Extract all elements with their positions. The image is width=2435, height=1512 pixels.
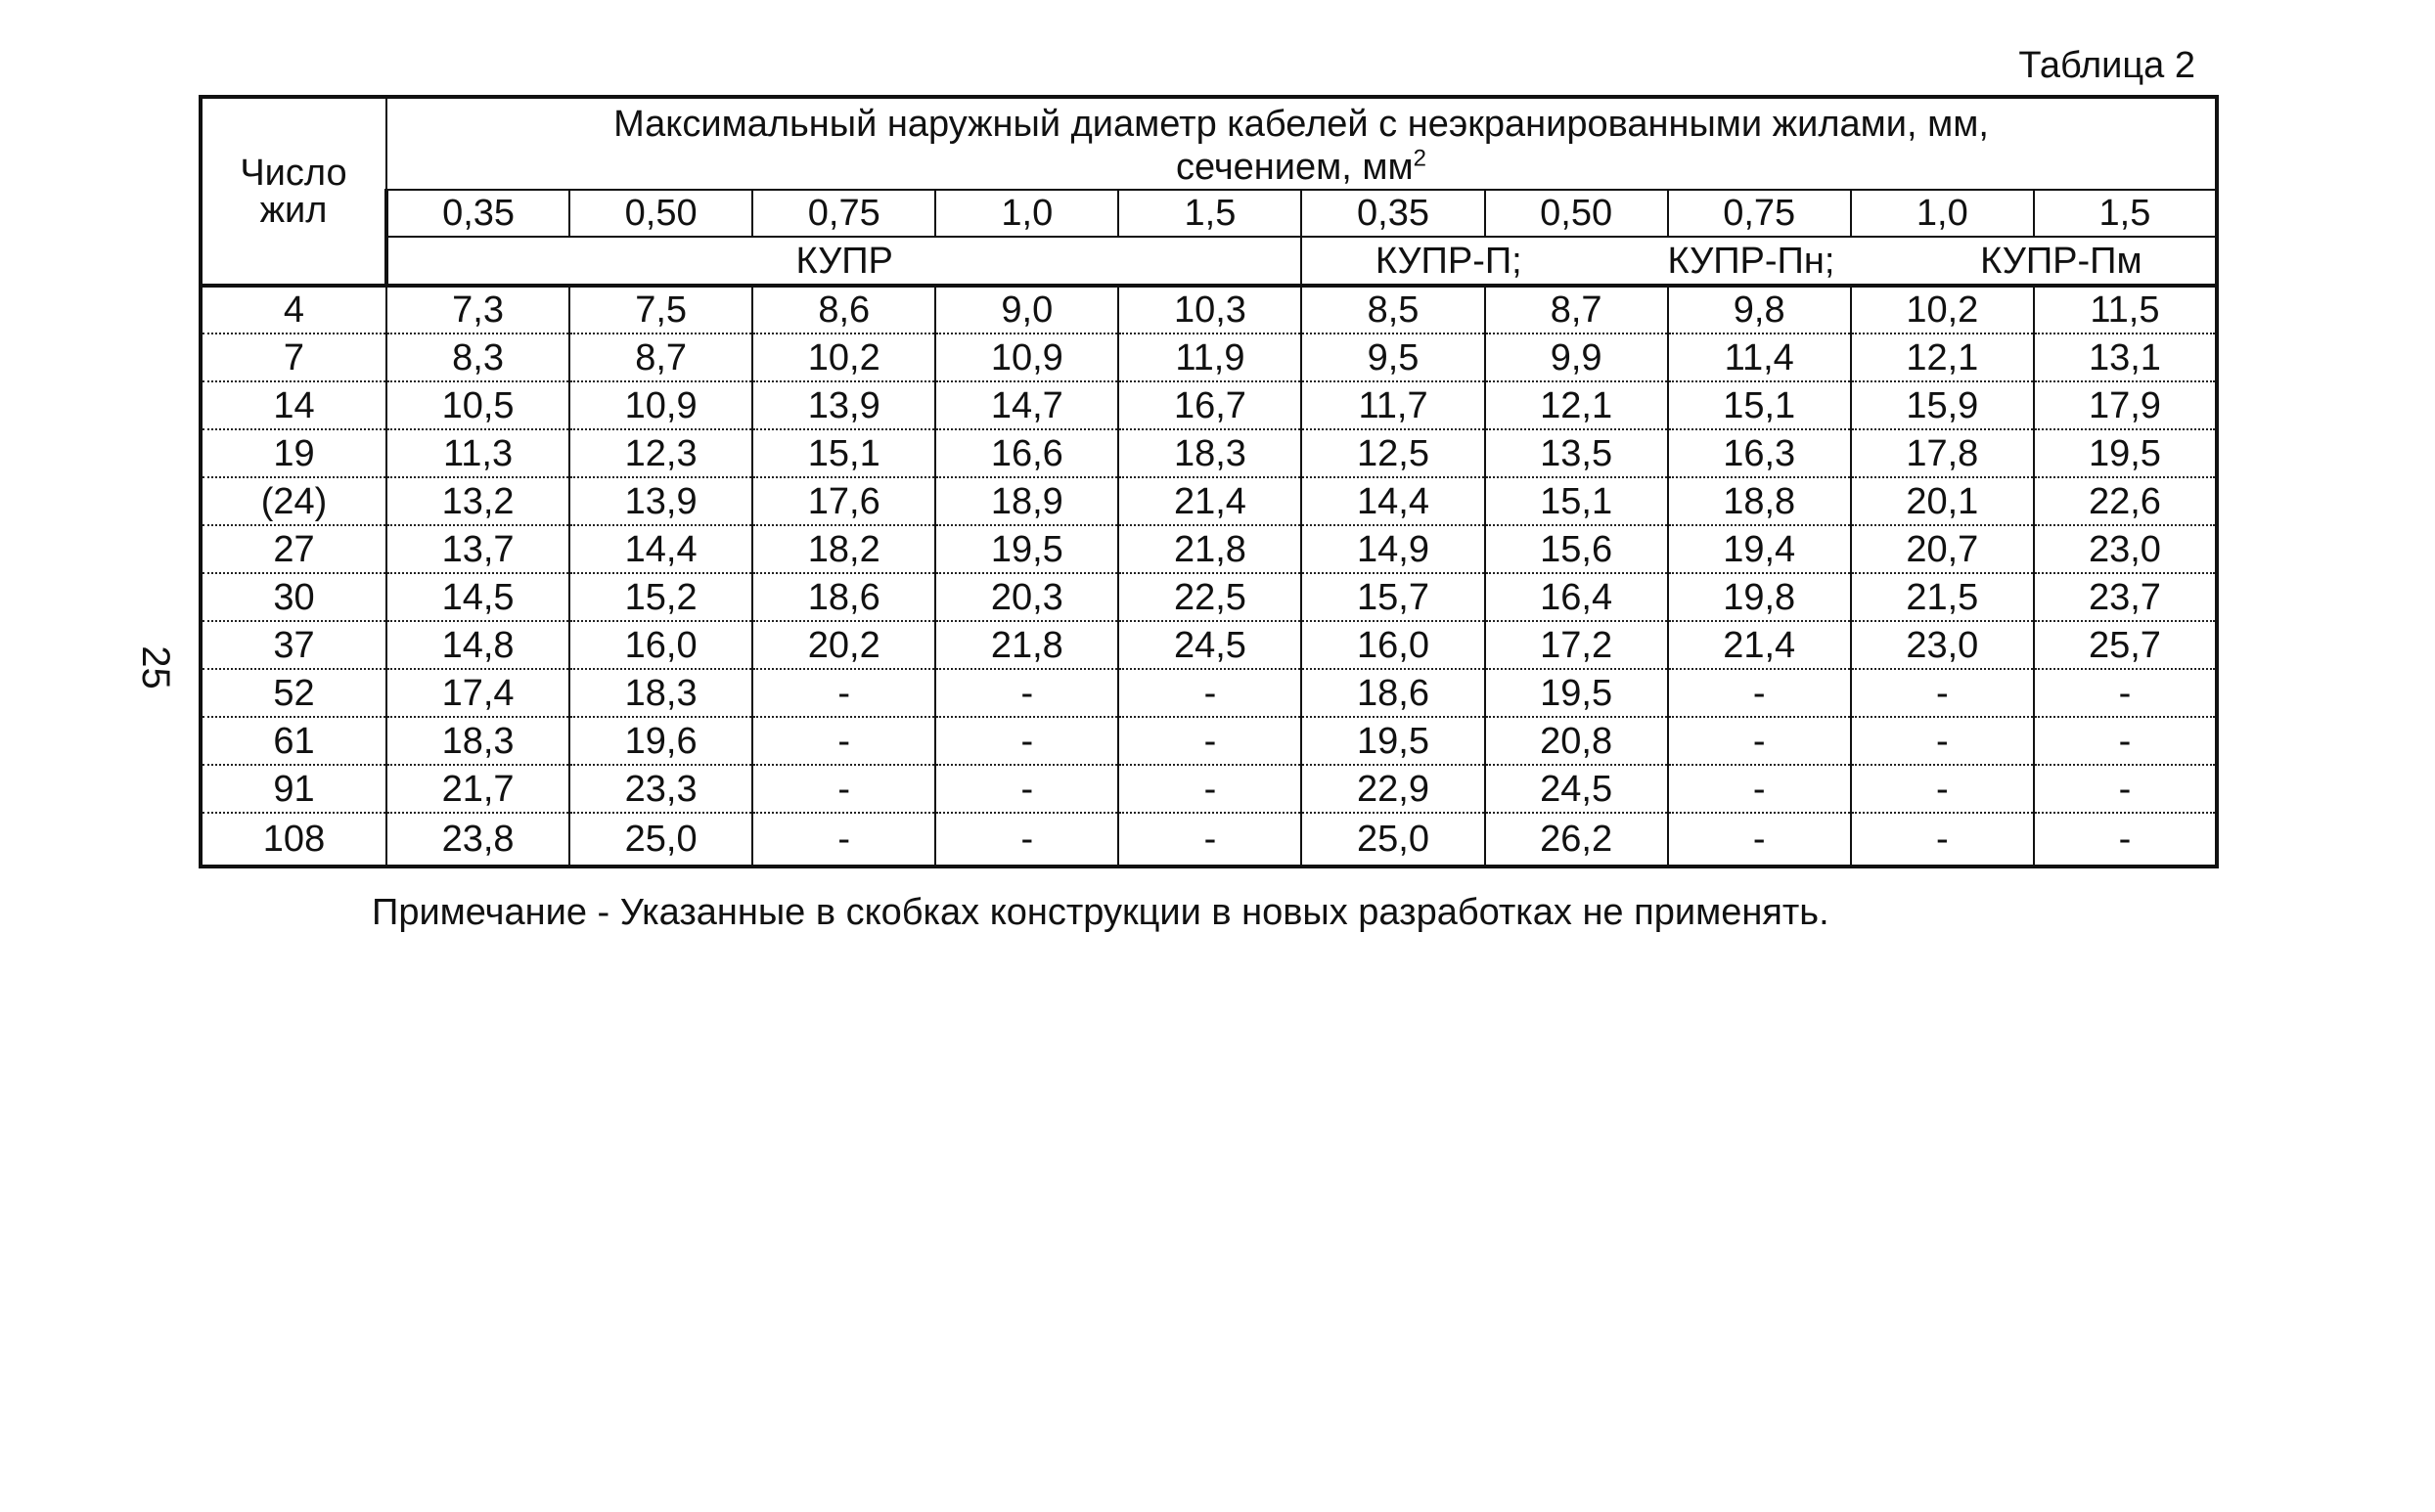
cores-cell: 14 <box>201 381 386 429</box>
diameter-cell: - <box>752 717 935 765</box>
diameter-cell: 9,0 <box>935 286 1118 334</box>
diameter-cell: 14,5 <box>386 573 569 621</box>
page-number: 25 <box>133 645 177 689</box>
section-header-cell: 0,75 <box>1668 190 1851 237</box>
diameter-cell: 17,9 <box>2034 381 2217 429</box>
table-row <box>201 381 2217 429</box>
brand-kupr-variants <box>1301 237 2217 286</box>
table-body <box>201 286 2217 867</box>
diameter-cell: 9,5 <box>1301 334 1484 381</box>
diameter-cell: 16,6 <box>935 429 1118 477</box>
diameter-cell: 18,3 <box>1118 429 1301 477</box>
table-row <box>201 621 2217 669</box>
diameter-cell: 11,7 <box>1301 381 1484 429</box>
diameter-cell: 12,1 <box>1851 334 2034 381</box>
diameter-cell: - <box>935 669 1118 717</box>
cores-cell: 61 <box>201 717 386 765</box>
diameter-cell: 21,4 <box>1118 477 1301 525</box>
section-header-cell: 0,75 <box>752 190 935 237</box>
diameter-cell: 8,7 <box>1485 286 1668 334</box>
diameter-cell: 17,2 <box>1485 621 1668 669</box>
diameter-cell: 8,7 <box>569 334 752 381</box>
cable-diameter-table <box>199 95 2219 868</box>
diameter-cell: 16,0 <box>1301 621 1484 669</box>
diameter-cell: 16,3 <box>1668 429 1851 477</box>
diameter-cell: 10,5 <box>386 381 569 429</box>
cores-cell: 108 <box>201 813 386 867</box>
diameter-cell: - <box>1851 813 2034 867</box>
table-row <box>201 669 2217 717</box>
diameter-cell: - <box>1118 717 1301 765</box>
diameter-cell: 25,0 <box>569 813 752 867</box>
table-row <box>201 717 2217 765</box>
diameter-cell: 13,7 <box>386 525 569 573</box>
diameter-cell: 19,5 <box>1301 717 1484 765</box>
table-title-line2 <box>387 146 2215 189</box>
diameter-cell: - <box>1118 669 1301 717</box>
diameter-cell: - <box>2034 765 2217 813</box>
diameter-cell: 21,5 <box>1851 573 2034 621</box>
diameter-cell: 21,7 <box>386 765 569 813</box>
diameter-cell: 21,4 <box>1668 621 1851 669</box>
diameter-cell: 16,7 <box>1118 381 1301 429</box>
table-row <box>201 477 2217 525</box>
diameter-cell: 21,8 <box>1118 525 1301 573</box>
diameter-cell: 15,2 <box>569 573 752 621</box>
diameter-cell: 7,5 <box>569 286 752 334</box>
diameter-cell: - <box>1668 813 1851 867</box>
diameter-cell: 9,9 <box>1485 334 1668 381</box>
diameter-cell: 18,8 <box>1668 477 1851 525</box>
diameter-cell: 14,4 <box>1301 477 1484 525</box>
brand-header-row <box>201 237 2217 286</box>
diameter-cell: 24,5 <box>1118 621 1301 669</box>
diameter-cell: 11,3 <box>386 429 569 477</box>
brand-variants-list <box>1302 240 2215 282</box>
diameter-cell: 7,3 <box>386 286 569 334</box>
diameter-cell: 16,4 <box>1485 573 1668 621</box>
diameter-cell: 14,8 <box>386 621 569 669</box>
diameter-cell: - <box>752 669 935 717</box>
diameter-cell: 19,5 <box>935 525 1118 573</box>
diameter-cell: 14,7 <box>935 381 1118 429</box>
diameter-cell: 20,1 <box>1851 477 2034 525</box>
diameter-cell: - <box>935 765 1118 813</box>
diameter-cell: 24,5 <box>1485 765 1668 813</box>
brand-variant: КУПР-Пн; <box>1667 240 1835 282</box>
diameter-cell: - <box>1668 765 1851 813</box>
cores-cell: 19 <box>201 429 386 477</box>
diameter-cell: 13,1 <box>2034 334 2217 381</box>
diameter-cell: 11,5 <box>2034 286 2217 334</box>
diameter-cell: 15,6 <box>1485 525 1668 573</box>
cores-cell: 37 <box>201 621 386 669</box>
diameter-cell: 17,6 <box>752 477 935 525</box>
diameter-cell: 8,6 <box>752 286 935 334</box>
table-title-line2-text: сечением, мм <box>1176 147 1414 188</box>
cores-cell: 27 <box>201 525 386 573</box>
diameter-cell: 26,2 <box>1485 813 1668 867</box>
diameter-cell: 8,5 <box>1301 286 1484 334</box>
diameter-cell: 19,4 <box>1668 525 1851 573</box>
diameter-cell: - <box>1851 765 2034 813</box>
diameter-cell: 18,6 <box>1301 669 1484 717</box>
diameter-cell: 12,1 <box>1485 381 1668 429</box>
diameter-cell: - <box>752 765 935 813</box>
cores-count-header-line2: жил <box>259 189 328 231</box>
diameter-cell: 10,2 <box>1851 286 2034 334</box>
table-row <box>201 429 2217 477</box>
table-row <box>201 334 2217 381</box>
diameter-cell: 12,5 <box>1301 429 1484 477</box>
section-header-cell: 0,35 <box>386 190 569 237</box>
section-header-cell: 0,35 <box>1301 190 1484 237</box>
diameter-cell: 11,4 <box>1668 334 1851 381</box>
diameter-cell: - <box>1851 717 2034 765</box>
diameter-cell: 18,3 <box>386 717 569 765</box>
diameter-cell: 23,0 <box>1851 621 2034 669</box>
table-note: Примечание - Указанные в скобках конструкции в новых разработках не применять. <box>372 892 1829 933</box>
diameter-cell: 15,9 <box>1851 381 2034 429</box>
diameter-cell: 13,5 <box>1485 429 1668 477</box>
diameter-cell: 20,8 <box>1485 717 1668 765</box>
table-title-line1: Максимальный наружный диаметр кабелей с неэкранированными жилами, мм, <box>613 104 1989 145</box>
diameter-cell: 22,5 <box>1118 573 1301 621</box>
diameter-cell: 15,1 <box>752 429 935 477</box>
diameter-cell: 15,1 <box>1485 477 1668 525</box>
diameter-cell: 16,0 <box>569 621 752 669</box>
cores-count-header <box>201 97 386 286</box>
cores-cell: (24) <box>201 477 386 525</box>
section-header-cell: 0,50 <box>1485 190 1668 237</box>
diameter-cell: 19,5 <box>1485 669 1668 717</box>
diameter-cell: 23,7 <box>2034 573 2217 621</box>
diameter-cell: 10,9 <box>569 381 752 429</box>
diameter-cell: 21,8 <box>935 621 1118 669</box>
diameter-cell: 18,9 <box>935 477 1118 525</box>
table-row <box>201 525 2217 573</box>
diameter-cell: 13,9 <box>752 381 935 429</box>
diameter-cell: - <box>1851 669 2034 717</box>
cores-cell: 52 <box>201 669 386 717</box>
brand-kupr: КУПР <box>386 237 1301 286</box>
diameter-cell: 14,4 <box>569 525 752 573</box>
diameter-cell: 13,9 <box>569 477 752 525</box>
table-label: Таблица 2 <box>2018 45 2195 86</box>
diameter-cell: - <box>2034 813 2217 867</box>
diameter-cell: 9,8 <box>1668 286 1851 334</box>
table-row <box>201 813 2217 867</box>
diameter-cell: 25,0 <box>1301 813 1484 867</box>
diameter-cell: 20,2 <box>752 621 935 669</box>
diameter-cell: 18,2 <box>752 525 935 573</box>
section-header-cell: 1,5 <box>1118 190 1301 237</box>
diameter-cell: - <box>1118 765 1301 813</box>
diameter-cell: 10,9 <box>935 334 1118 381</box>
diameter-cell: - <box>2034 717 2217 765</box>
table-row <box>201 573 2217 621</box>
diameter-cell: - <box>2034 669 2217 717</box>
title-superscript: 2 <box>1413 145 1426 172</box>
table-row <box>201 286 2217 334</box>
diameter-cell: 13,2 <box>386 477 569 525</box>
diameter-cell: 23,3 <box>569 765 752 813</box>
cores-cell: 30 <box>201 573 386 621</box>
section-header-cell: 1,0 <box>935 190 1118 237</box>
diameter-cell: 17,8 <box>1851 429 2034 477</box>
diameter-cell: 25,7 <box>2034 621 2217 669</box>
table-title <box>386 97 2217 190</box>
diameter-cell: 20,7 <box>1851 525 2034 573</box>
diameter-cell: - <box>1668 717 1851 765</box>
diameter-cell: 12,3 <box>569 429 752 477</box>
section-header-cell: 1,0 <box>1851 190 2034 237</box>
diameter-cell: 15,1 <box>1668 381 1851 429</box>
cores-cell: 91 <box>201 765 386 813</box>
diameter-cell: 19,6 <box>569 717 752 765</box>
section-header-row <box>201 190 2217 237</box>
diameter-cell: 18,6 <box>752 573 935 621</box>
brand-variant: КУПР-Пм <box>1980 240 2142 282</box>
cores-cell: 4 <box>201 286 386 334</box>
diameter-cell: 11,9 <box>1118 334 1301 381</box>
cores-count-header-line1: Число <box>240 152 347 194</box>
diameter-cell: 23,8 <box>386 813 569 867</box>
section-header-cell: 0,50 <box>569 190 752 237</box>
section-header-cell: 1,5 <box>2034 190 2217 237</box>
cores-cell: 7 <box>201 334 386 381</box>
diameter-cell: 10,2 <box>752 334 935 381</box>
diameter-cell: 8,3 <box>386 334 569 381</box>
diameter-cell: 19,5 <box>2034 429 2217 477</box>
diameter-cell: 10,3 <box>1118 286 1301 334</box>
diameter-cell: - <box>1668 669 1851 717</box>
diameter-cell: - <box>1118 813 1301 867</box>
diameter-cell: 14,9 <box>1301 525 1484 573</box>
brand-variant: КУПР-П; <box>1375 240 1522 282</box>
diameter-cell: 22,9 <box>1301 765 1484 813</box>
diameter-cell: 15,7 <box>1301 573 1484 621</box>
diameter-cell: 18,3 <box>569 669 752 717</box>
diameter-cell: 19,8 <box>1668 573 1851 621</box>
diameter-cell: - <box>935 813 1118 867</box>
diameter-cell: - <box>752 813 935 867</box>
diameter-cell: 20,3 <box>935 573 1118 621</box>
diameter-cell: 17,4 <box>386 669 569 717</box>
diameter-cell: - <box>935 717 1118 765</box>
diameter-cell: 23,0 <box>2034 525 2217 573</box>
diameter-cell: 22,6 <box>2034 477 2217 525</box>
table-row <box>201 765 2217 813</box>
